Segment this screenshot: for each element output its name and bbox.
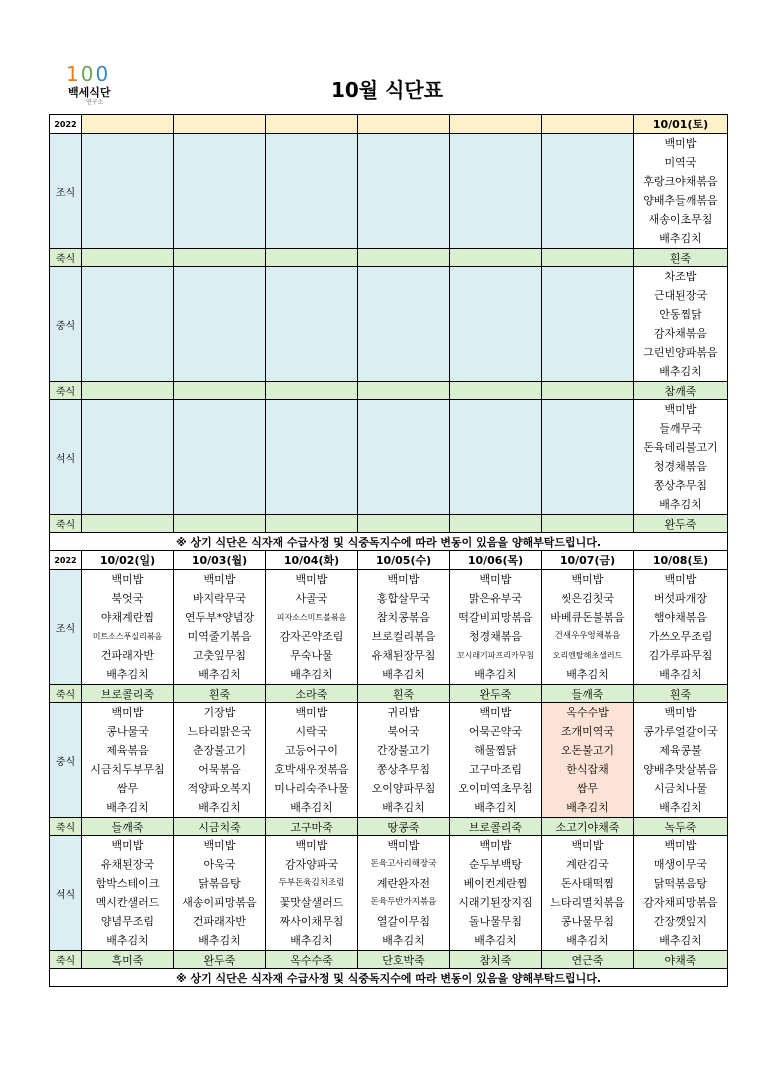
menu-item: 콩가루얼갈이국 xyxy=(643,725,718,738)
menu-item: 배추김치 xyxy=(198,801,241,814)
menu-cell xyxy=(82,570,174,685)
empty-cell xyxy=(450,134,542,249)
menu-item: 제육볶음 xyxy=(106,744,149,757)
porridge-cell: 흰죽 xyxy=(358,685,450,703)
breakfast-row-week2 xyxy=(50,570,728,685)
menu-item: 백미밥 xyxy=(387,573,420,586)
menu-item: 쫑상추무침 xyxy=(376,763,431,776)
menu-item: 브로컬리볶음 xyxy=(371,630,436,643)
menu-item: 배추김치 xyxy=(198,668,241,681)
menu-item: 참치콩볶음 xyxy=(376,611,431,624)
menu-item: 콩나물무침 xyxy=(560,915,615,928)
menu-item: 한식잡채 xyxy=(566,763,609,776)
porridge-cell: 단호박죽 xyxy=(358,951,450,969)
menu-item: 차조밥 xyxy=(664,270,697,283)
menu-item: 고등어구이 xyxy=(284,744,339,757)
menu-item: 백미밥 xyxy=(203,839,236,852)
menu-cell xyxy=(634,400,728,515)
empty-cell xyxy=(266,249,358,267)
menu-item: 백미밥 xyxy=(479,573,512,586)
menu-item: 매생이무국 xyxy=(653,858,708,871)
menu-item: 백미밥 xyxy=(295,839,328,852)
porridge-cell: 완두죽 xyxy=(450,685,542,703)
menu-item: 백미밥 xyxy=(664,573,697,586)
menu-item: 건파래자반 xyxy=(192,915,247,928)
menu-cell xyxy=(634,836,728,951)
menu-item: 닭떡볶음탕 xyxy=(653,877,708,890)
menu-item: 배추김치 xyxy=(198,934,241,947)
empty-cell xyxy=(82,400,174,515)
menu-item: 춘장불고기 xyxy=(192,744,247,757)
porridge-cell: 흰죽 xyxy=(174,685,266,703)
porridge-cell: 완두죽 xyxy=(174,951,266,969)
porridge-cell: 흰죽 xyxy=(634,249,728,267)
menu-cell xyxy=(358,836,450,951)
menu-item: 건파래자반 xyxy=(100,649,155,662)
year-label: 2022 xyxy=(50,115,82,134)
menu-item: 백미밥 xyxy=(111,839,144,852)
menu-item: 들깨무국 xyxy=(659,422,702,435)
date-cell-empty xyxy=(358,115,450,134)
menu-item: 꽃맛살샐러드 xyxy=(279,896,344,909)
date-cell-empty xyxy=(542,115,634,134)
date-cell-empty xyxy=(174,115,266,134)
empty-cell xyxy=(174,249,266,267)
empty-cell xyxy=(358,267,450,382)
menu-item: 북엇국 xyxy=(111,592,144,605)
menu-item: 함박스테이크 xyxy=(95,877,160,890)
menu-item: 감자채피망볶음 xyxy=(643,896,718,909)
menu-item: 홍합살무국 xyxy=(376,592,431,605)
menu-item: 감자양파국 xyxy=(284,858,339,871)
menu-cell xyxy=(634,570,728,685)
menu-item: 열갈이무침 xyxy=(376,915,431,928)
menu-item: 배추김치 xyxy=(382,801,425,814)
porridge-cell: 브로콜리죽 xyxy=(450,818,542,836)
menu-cell xyxy=(450,836,542,951)
menu-item: 미나리숙주나물 xyxy=(274,782,349,795)
menu-item: 제육콩불 xyxy=(659,744,702,757)
menu-item: 배추김치 xyxy=(566,801,609,814)
menu-item: 조개미역국 xyxy=(560,725,615,738)
porridge-cell: 흑미죽 xyxy=(82,951,174,969)
menu-cell xyxy=(542,703,634,818)
menu-item: 돈육고사리해장국 xyxy=(370,859,437,869)
menu-item: 피자소스미트볼볶음 xyxy=(276,613,347,622)
menu-cell xyxy=(634,703,728,818)
menu-item: 양념무조림 xyxy=(100,915,155,928)
menu-item: 배추김치 xyxy=(474,668,517,681)
logo-name: 백세식단 xyxy=(68,86,111,99)
empty-cell xyxy=(358,382,450,400)
header-row-week1 xyxy=(50,115,728,134)
porridge-cell: 땅콩죽 xyxy=(358,818,450,836)
menu-item: 그린빈양파볶음 xyxy=(643,346,718,359)
porridge-row-week2-3-label: 죽식 xyxy=(50,951,82,969)
logo-numbers: 100 xyxy=(66,62,111,86)
menu-cell xyxy=(634,134,728,249)
breakfast-row-week1 xyxy=(50,134,728,249)
menu-item: 쫑상추무침 xyxy=(653,479,708,492)
dinner-row-week1 xyxy=(50,400,728,515)
porridge-row-week2-1 xyxy=(50,685,728,703)
menu-item: 백미밥 xyxy=(571,573,604,586)
menu-item: 계란김국 xyxy=(566,858,609,871)
note-row-1 xyxy=(50,533,728,551)
empty-cell xyxy=(174,400,266,515)
breakfast-row-week2-label: 조식 xyxy=(50,570,82,685)
menu-item: 순두부백탕 xyxy=(468,858,523,871)
menu-item: 연두부*양념장 xyxy=(184,611,255,624)
porridge-cell: 참깨죽 xyxy=(634,382,728,400)
menu-item: 씻은김칫국 xyxy=(560,592,615,605)
menu-item: 느타리멸치볶음 xyxy=(550,896,625,909)
menu-item: 안동찜닭 xyxy=(659,308,702,321)
menu-item: 느타리맑은국 xyxy=(187,725,252,738)
menu-item: 아욱국 xyxy=(203,858,236,871)
note-text: ※ 상기 식단은 식자재 수급사정 및 식중독지수에 따라 변동이 있음을 양해부탁드립니다. xyxy=(50,969,728,987)
menu-item: 맑은유부국 xyxy=(468,592,523,605)
menu-cell xyxy=(82,836,174,951)
lunch-row-week2-label: 중식 xyxy=(50,703,82,818)
menu-item: 배추김치 xyxy=(290,934,333,947)
porridge-row-week2-1-label: 죽식 xyxy=(50,685,82,703)
empty-cell xyxy=(266,382,358,400)
menu-item: 돈사태떡찜 xyxy=(560,877,615,890)
menu-item: 시락국 xyxy=(295,725,328,738)
menu-cell xyxy=(542,570,634,685)
porridge-cell: 흰죽 xyxy=(634,685,728,703)
menu-item: 감자채볶음 xyxy=(653,327,708,340)
empty-cell xyxy=(542,267,634,382)
porridge-row-week2-3 xyxy=(50,951,728,969)
menu-item: 배추김치 xyxy=(474,801,517,814)
empty-cell xyxy=(542,249,634,267)
menu-cell xyxy=(450,570,542,685)
menu-item: 꼬시래기파프리카무침 xyxy=(456,651,535,660)
porridge-row-week1-1 xyxy=(50,249,728,267)
menu-item: 배추김치 xyxy=(659,668,702,681)
empty-cell xyxy=(358,134,450,249)
menu-item: 귀리밥 xyxy=(387,706,420,719)
menu-item: 백미밥 xyxy=(479,706,512,719)
menu-item: 미트소스푸실리볶음 xyxy=(92,632,163,641)
menu-item: 시금치두부무침 xyxy=(90,763,165,776)
empty-cell xyxy=(358,249,450,267)
menu-cell xyxy=(266,570,358,685)
menu-cell xyxy=(358,703,450,818)
menu-item: 오이양파무침 xyxy=(371,782,436,795)
menu-cell xyxy=(358,570,450,685)
menu-item: 근대된장국 xyxy=(653,289,708,302)
porridge-cell: 들깨죽 xyxy=(542,685,634,703)
menu-item: 양배추맛살볶음 xyxy=(643,763,718,776)
menu-item: 돈육데리불고기 xyxy=(643,441,718,454)
porridge-row-week1-3-label: 죽식 xyxy=(50,515,82,533)
empty-cell xyxy=(542,382,634,400)
menu-item: 바베큐돈불볶음 xyxy=(550,611,625,624)
empty-cell xyxy=(82,249,174,267)
menu-item: 닭볶음탕 xyxy=(198,877,241,890)
menu-item: 백미밥 xyxy=(664,839,697,852)
date-cell: 10/07(금) xyxy=(542,551,634,570)
lunch-row-week2 xyxy=(50,703,728,818)
breakfast-row-week1-label: 조식 xyxy=(50,134,82,249)
menu-item: 백미밥 xyxy=(664,403,697,416)
menu-item: 오리엔탈해초샐러드 xyxy=(552,651,623,660)
date-cell: 10/04(화) xyxy=(266,551,358,570)
empty-cell xyxy=(266,267,358,382)
header-row-week2 xyxy=(50,551,728,570)
menu-item: 백미밥 xyxy=(203,573,236,586)
date-cell: 10/03(월) xyxy=(174,551,266,570)
logo-sub: 연구소 xyxy=(86,99,104,106)
date-cell: 10/02(일) xyxy=(82,551,174,570)
date-cell-empty xyxy=(266,115,358,134)
menu-item: 김가루파무침 xyxy=(648,649,713,662)
date-cell-empty xyxy=(450,115,542,134)
porridge-cell: 옥수수죽 xyxy=(266,951,358,969)
menu-item: 돌나물무침 xyxy=(468,915,523,928)
porridge-cell: 시금치죽 xyxy=(174,818,266,836)
porridge-cell: 브로콜리죽 xyxy=(82,685,174,703)
date-cell: 10/05(수) xyxy=(358,551,450,570)
menu-item: 적양파오복지 xyxy=(187,782,252,795)
menu-item: 시래기된장지짐 xyxy=(458,896,533,909)
menu-item: 호박새우젓볶음 xyxy=(274,763,349,776)
empty-cell xyxy=(542,515,634,533)
menu-item: 백미밥 xyxy=(111,706,144,719)
lunch-row-week1-label: 중식 xyxy=(50,267,82,382)
menu-cell xyxy=(450,703,542,818)
menu-item: 가쓰오무조림 xyxy=(648,630,713,643)
year-label: 2022 xyxy=(50,551,82,570)
porridge-cell: 완두죽 xyxy=(634,515,728,533)
menu-item: 계란완자전 xyxy=(376,877,431,890)
note-text: ※ 상기 식단은 식자재 수급사정 및 식중독지수에 따라 변동이 있음을 양해부탁드립니다. xyxy=(50,533,728,551)
menu-item: 유채된장무침 xyxy=(371,649,436,662)
empty-cell xyxy=(450,249,542,267)
empty-cell xyxy=(450,382,542,400)
menu-item: 베이컨계란찜 xyxy=(463,877,528,890)
empty-cell xyxy=(82,515,174,533)
empty-cell xyxy=(450,515,542,533)
empty-cell xyxy=(174,515,266,533)
menu-cell xyxy=(542,836,634,951)
empty-cell xyxy=(82,267,174,382)
menu-item: 배추김치 xyxy=(659,934,702,947)
empty-cell xyxy=(450,267,542,382)
empty-cell xyxy=(358,515,450,533)
menu-item: 백미밥 xyxy=(387,839,420,852)
porridge-row-week2-2-label: 죽식 xyxy=(50,818,82,836)
menu-cell xyxy=(266,703,358,818)
menu-item: 배추김치 xyxy=(290,668,333,681)
menu-item: 유채된장국 xyxy=(100,858,155,871)
empty-cell xyxy=(542,400,634,515)
menu-item: 해물찜닭 xyxy=(474,744,517,757)
menu-item: 배추김치 xyxy=(566,934,609,947)
porridge-row-week1-2 xyxy=(50,382,728,400)
menu-cell xyxy=(82,703,174,818)
menu-item: 배추김치 xyxy=(474,934,517,947)
menu-item: 건새우우엉채볶음 xyxy=(554,631,621,641)
porridge-row-week1-3 xyxy=(50,515,728,533)
menu-item: 버섯파개장 xyxy=(653,592,708,605)
menu-item: 청경채볶음 xyxy=(653,460,708,473)
menu-item: 배추김치 xyxy=(659,498,702,511)
menu-item: 배추김치 xyxy=(382,668,425,681)
menu-item: 배추김치 xyxy=(382,934,425,947)
menu-table xyxy=(49,114,728,987)
porridge-cell: 녹두죽 xyxy=(634,818,728,836)
dinner-row-week1-label: 석식 xyxy=(50,400,82,515)
menu-item: 쌈무 xyxy=(576,782,599,795)
menu-item: 짜사이채무침 xyxy=(279,915,344,928)
menu-cell xyxy=(266,836,358,951)
menu-item: 햄야채볶음 xyxy=(653,611,708,624)
porridge-cell: 들깨죽 xyxy=(82,818,174,836)
date-cell: 10/08(토) xyxy=(634,551,728,570)
menu-item: 백미밥 xyxy=(295,706,328,719)
menu-item: 고구마조림 xyxy=(468,763,523,776)
empty-cell xyxy=(174,267,266,382)
menu-item: 돈육두반가지볶음 xyxy=(370,897,437,907)
menu-item: 바지락무국 xyxy=(192,592,247,605)
porridge-cell: 고구마죽 xyxy=(266,818,358,836)
menu-cell xyxy=(174,703,266,818)
lunch-row-week1 xyxy=(50,267,728,382)
page-title: 10월 식단표 xyxy=(330,78,444,102)
menu-item: 배추김치 xyxy=(659,365,702,378)
empty-cell xyxy=(542,134,634,249)
menu-item: 어묵볶음 xyxy=(198,763,241,776)
menu-item: 쌈무 xyxy=(116,782,139,795)
menu-item: 백미밥 xyxy=(571,839,604,852)
menu-item: 오돈불고기 xyxy=(560,744,615,757)
porridge-cell: 야채죽 xyxy=(634,951,728,969)
menu-cell xyxy=(174,836,266,951)
menu-item: 백미밥 xyxy=(479,839,512,852)
note-row-2 xyxy=(50,969,728,987)
menu-item: 오이미역초무침 xyxy=(458,782,533,795)
menu-item: 콩나물국 xyxy=(106,725,149,738)
menu-item: 후랑크야채볶음 xyxy=(643,175,718,188)
porridge-row-week2-2 xyxy=(50,818,728,836)
empty-cell xyxy=(82,382,174,400)
empty-cell xyxy=(450,400,542,515)
menu-item: 배추김치 xyxy=(106,668,149,681)
empty-cell xyxy=(174,382,266,400)
porridge-cell: 연근죽 xyxy=(542,951,634,969)
menu-item: 간장깻잎지 xyxy=(653,915,708,928)
menu-item: 배추김치 xyxy=(106,934,149,947)
menu-item: 미역줄기볶음 xyxy=(187,630,252,643)
menu-item: 배추김치 xyxy=(106,801,149,814)
menu-item: 옥수수밥 xyxy=(566,706,609,719)
dinner-row-week2-label: 석식 xyxy=(50,836,82,951)
menu-item: 배추김치 xyxy=(659,801,702,814)
menu-item: 배추김치 xyxy=(566,668,609,681)
date-cell: 10/06(목) xyxy=(450,551,542,570)
menu-item: 백미밥 xyxy=(664,137,697,150)
porridge-row-week1-2-label: 죽식 xyxy=(50,382,82,400)
menu-item: 멕시칸샐러드 xyxy=(95,896,160,909)
menu-item: 백미밥 xyxy=(295,573,328,586)
empty-cell xyxy=(174,134,266,249)
menu-item: 간장불고기 xyxy=(376,744,431,757)
empty-cell xyxy=(266,134,358,249)
porridge-row-week1-1-label: 죽식 xyxy=(50,249,82,267)
empty-cell xyxy=(82,134,174,249)
menu-item: 미역국 xyxy=(664,156,697,169)
menu-item: 두부돈육김치조림 xyxy=(278,878,345,888)
menu-item: 시금치나물 xyxy=(653,782,708,795)
menu-item: 새송이초무침 xyxy=(648,213,713,226)
date-cell-empty xyxy=(82,115,174,134)
menu-item: 야채계란찜 xyxy=(100,611,155,624)
porridge-cell: 소라죽 xyxy=(266,685,358,703)
menu-item: 무숙나물 xyxy=(290,649,333,662)
porridge-cell: 참치죽 xyxy=(450,951,542,969)
menu-item: 사골국 xyxy=(295,592,328,605)
menu-item: 감자곤약조림 xyxy=(279,630,344,643)
empty-cell xyxy=(266,400,358,515)
dinner-row-week2 xyxy=(50,836,728,951)
menu-item: 떡갈비피망볶음 xyxy=(458,611,533,624)
menu-item: 청경채볶음 xyxy=(468,630,523,643)
menu-item: 고춧잎무침 xyxy=(192,649,247,662)
empty-cell xyxy=(266,515,358,533)
menu-item: 양배추들깨볶음 xyxy=(643,194,718,207)
menu-item: 새송이피망볶음 xyxy=(182,896,257,909)
menu-item: 배추김치 xyxy=(659,232,702,245)
menu-item: 배추김치 xyxy=(290,801,333,814)
menu-item: 기장밥 xyxy=(203,706,236,719)
empty-cell xyxy=(358,400,450,515)
porridge-cell: 소고기야채죽 xyxy=(542,818,634,836)
menu-cell xyxy=(174,570,266,685)
menu-item: 백미밥 xyxy=(664,706,697,719)
menu-cell xyxy=(634,267,728,382)
menu-item: 백미밥 xyxy=(111,573,144,586)
date-cell: 10/01(토) xyxy=(634,115,728,134)
menu-item: 북어국 xyxy=(387,725,420,738)
menu-item: 어묵곤약국 xyxy=(468,725,523,738)
